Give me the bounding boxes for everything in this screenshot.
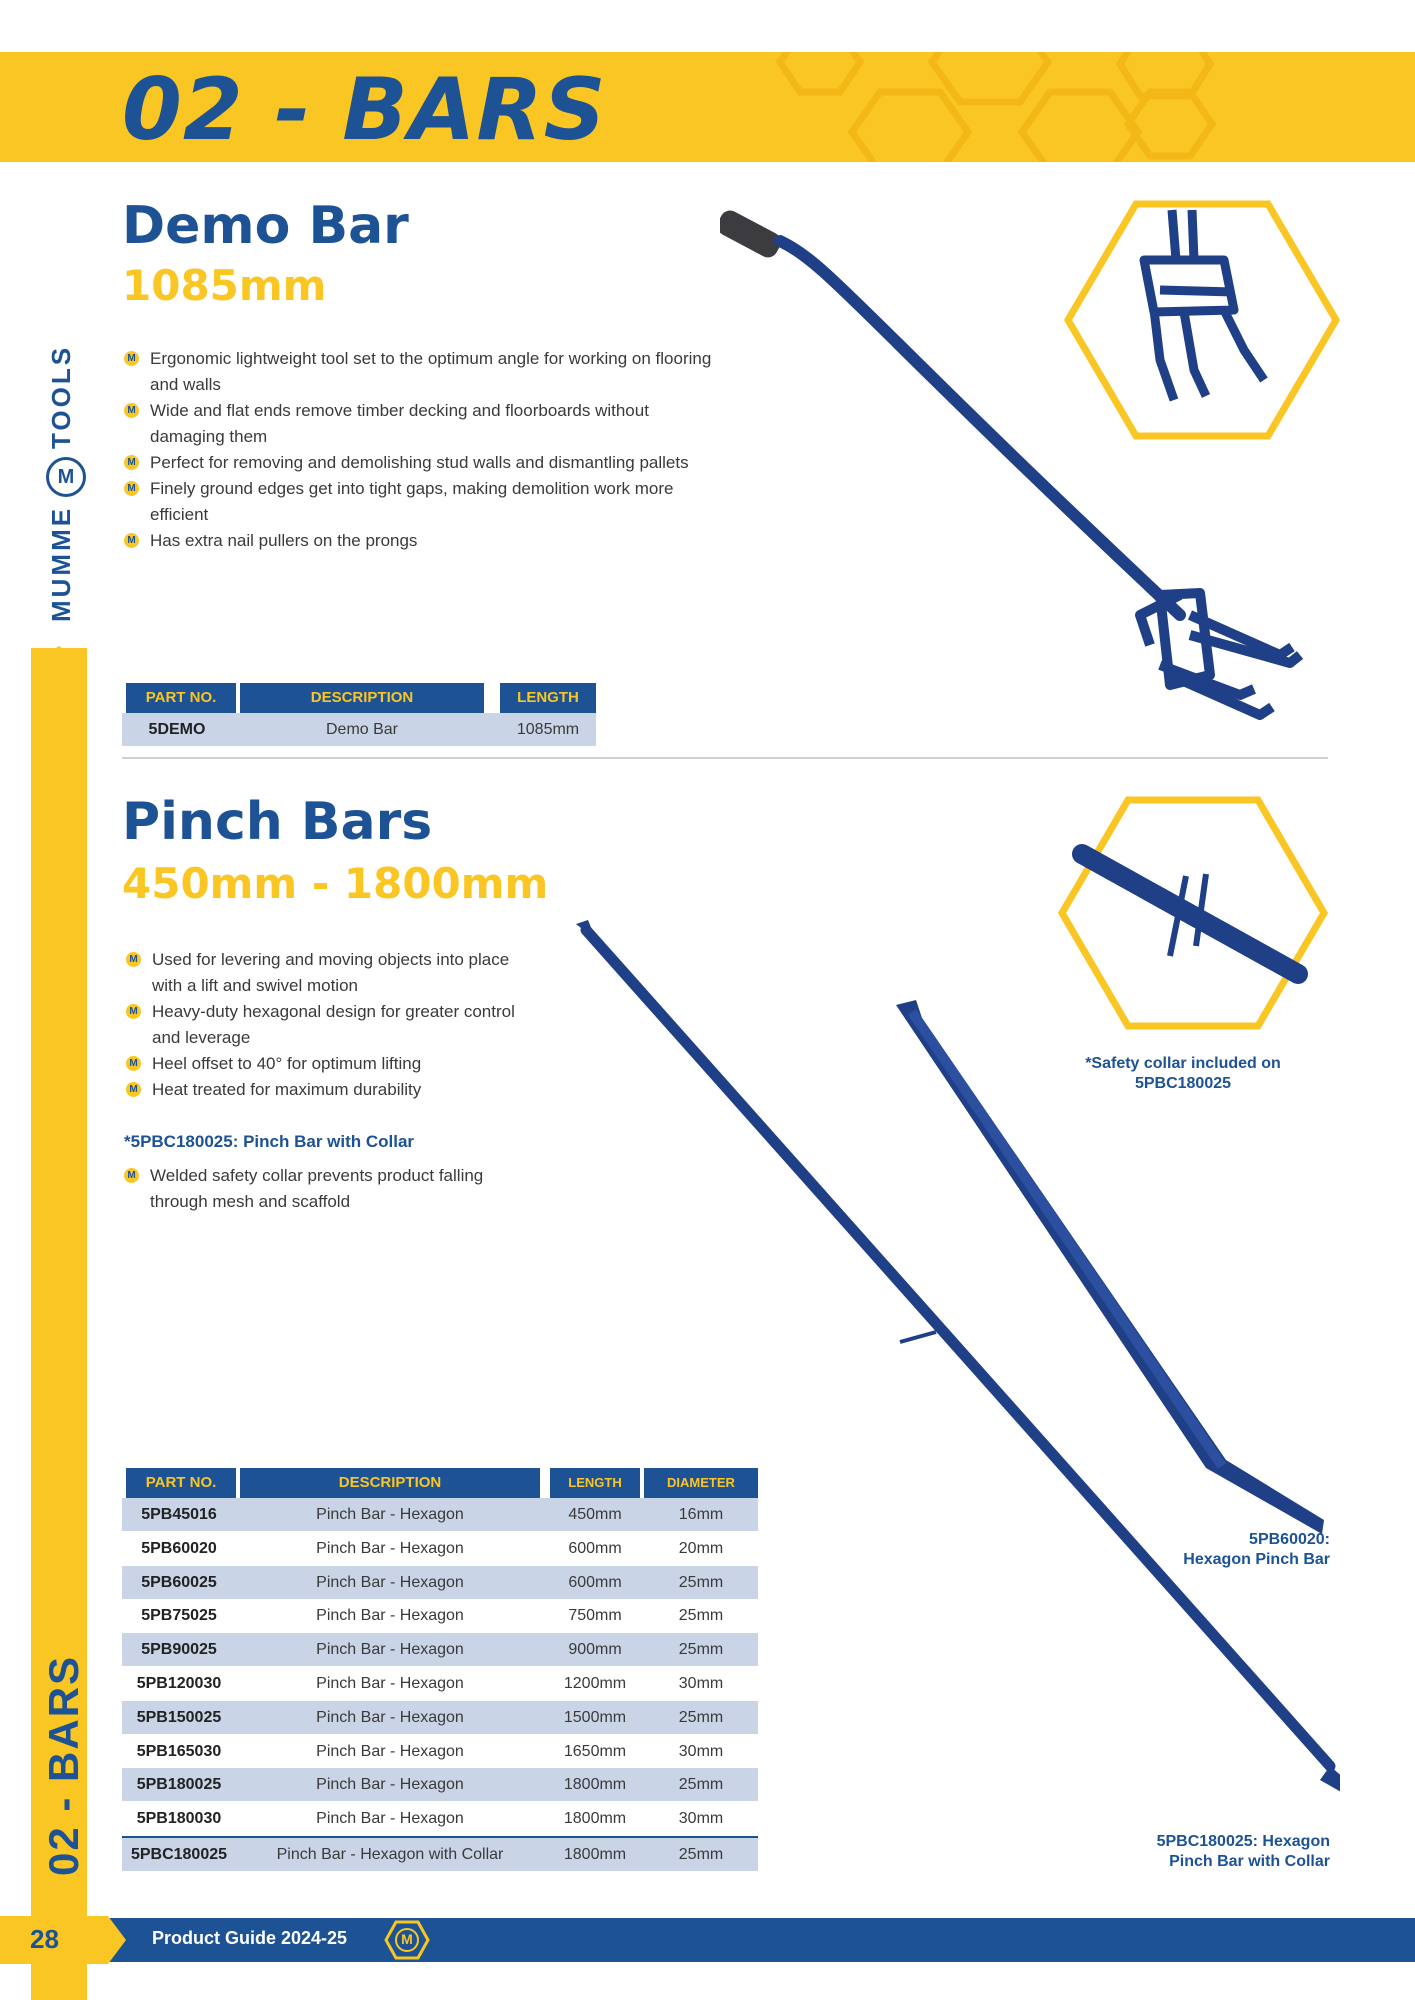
- demo-bar-title: Demo Bar: [122, 196, 409, 256]
- cell-description: Pinch Bar - Hexagon: [316, 1776, 464, 1794]
- cell-diameter: 25mm: [678, 1607, 724, 1625]
- m-bullet-icon: M: [124, 403, 139, 418]
- cell-description: Pinch Bar - Hexagon with Collar: [276, 1846, 504, 1863]
- m-bullet-icon: M: [126, 1004, 141, 1019]
- pinch-bars-features: [126, 947, 526, 1103]
- m-bullet-icon: M: [124, 455, 139, 470]
- demo-bar-features: [124, 346, 724, 554]
- collar-heading: *5PBC180025: Pinch Bar with Collar: [124, 1132, 415, 1151]
- table-header-part-no: PART NO.: [126, 1468, 236, 1498]
- cell-length: 600mm: [568, 1539, 622, 1557]
- feature-item: M Perfect for removing and demolishing stud walls and dismantling pallets: [124, 450, 724, 476]
- feature-item: M Wide and flat ends remove timber decking and floorboards without damaging them: [124, 398, 724, 450]
- cell-diameter: 25mm: [678, 1708, 724, 1726]
- cell-description: Pinch Bar - Hexagon: [316, 1607, 464, 1625]
- demo-bar-detail-hexagon: [1064, 200, 1340, 440]
- cell-description: Pinch Bar - Hexagon: [316, 1675, 464, 1692]
- cell-description: Pinch Bar - Hexagon: [316, 1506, 464, 1523]
- table-row: [122, 1836, 758, 1871]
- table-header-length: LENGTH: [500, 683, 596, 713]
- m-bullet-icon: M: [126, 952, 141, 967]
- demo-bar-table: [122, 683, 596, 743]
- pinch-bars-image: [560, 900, 1340, 1820]
- cell-length: 1085mm: [516, 721, 580, 738]
- cell-part-no: 5PB165030: [136, 1742, 222, 1760]
- cell-part-no: 5PB90025: [141, 1641, 217, 1659]
- feature-item: M Ergonomic lightweight tool set to the optimum angle for working on flooring and walls: [124, 346, 724, 398]
- m-bullet-icon: M: [124, 351, 139, 366]
- cell-length: 1200mm: [563, 1675, 627, 1692]
- table-header-diameter: DIAMETER: [644, 1468, 758, 1498]
- cell-diameter: 16mm: [678, 1506, 724, 1523]
- cell-description: Pinch Bar - Hexagon: [316, 1742, 464, 1760]
- cell-diameter: 25mm: [678, 1641, 724, 1659]
- cell-part-no: 5PB60025: [141, 1573, 217, 1591]
- m-bullet-icon: M: [126, 1082, 141, 1097]
- cell-part-no: 5PB120030: [136, 1675, 222, 1692]
- feature-item: M Has extra nail pullers on the prongs: [124, 528, 724, 554]
- cell-description: Demo Bar: [325, 721, 399, 738]
- hexagon-pinch-bar-caption: 5PB60020: Hexagon Pinch Bar: [1183, 1531, 1330, 1568]
- m-bullet-icon: M: [126, 1056, 141, 1071]
- cell-length: 1800mm: [563, 1810, 627, 1828]
- cell-length: 1800mm: [563, 1846, 627, 1863]
- cell-description: Pinch Bar - Hexagon: [316, 1539, 464, 1557]
- feature-item: M Welded safety collar prevents product falling through mesh and scaffold: [124, 1163, 544, 1215]
- cell-description: Pinch Bar - Hexagon: [316, 1810, 464, 1828]
- cell-diameter: 25mm: [678, 1776, 724, 1794]
- cell-length: 450mm: [568, 1506, 622, 1523]
- table-header-description: DESCRIPTION: [240, 1468, 540, 1498]
- cell-part-no: 5PB180030: [136, 1810, 222, 1828]
- page-number: 28: [30, 1924, 59, 1954]
- cell-part-no: 5PB180025: [136, 1776, 222, 1794]
- brand-logo-icon: M: [46, 457, 86, 497]
- cell-diameter: 25mm: [678, 1846, 724, 1863]
- brand-name-left: MUMME: [46, 505, 77, 622]
- cell-diameter: 25mm: [678, 1573, 724, 1591]
- m-bullet-icon: M: [124, 533, 139, 548]
- table-row: [122, 713, 596, 746]
- pinch-bar-collar-hexagon: [1058, 796, 1328, 1030]
- feature-item: M Heavy-duty hexagonal design for greater control and leverage: [126, 999, 526, 1051]
- cell-diameter: 30mm: [678, 1810, 724, 1828]
- cell-length: 600mm: [568, 1573, 622, 1591]
- section-divider: [122, 757, 1328, 759]
- feature-item: M Heat treated for maximum durability: [126, 1077, 526, 1103]
- cell-description: Pinch Bar - Hexagon: [316, 1573, 464, 1591]
- cell-length: 1650mm: [563, 1742, 627, 1760]
- section-title: 02 - BARS: [122, 60, 607, 160]
- footer-logo-letter: M: [401, 1931, 413, 1947]
- feature-item: M Finely ground edges get into tight gaps, making demolition work more efficient: [124, 476, 724, 528]
- feature-item: M Heel offset to 40° for optimum lifting: [126, 1051, 526, 1077]
- cell-length: 900mm: [568, 1641, 622, 1659]
- cell-part-no: 5PB150025: [136, 1708, 222, 1726]
- m-bullet-icon: M: [124, 1168, 139, 1183]
- feature-item: M Used for levering and moving objects into place with a lift and swivel motion: [126, 947, 526, 999]
- pinch-bars-title: Pinch Bars: [122, 792, 433, 852]
- footer-text: Product Guide 2024-25: [152, 1928, 348, 1948]
- collar-features: [124, 1163, 544, 1215]
- demo-bar-subtitle: 1085mm: [122, 261, 327, 310]
- table-header-description: DESCRIPTION: [240, 683, 484, 713]
- collar-pinch-bar-caption: 5PBC180025: Hexagon Pinch Bar with Collar: [1156, 1833, 1330, 1870]
- cell-description: Pinch Bar - Hexagon: [316, 1641, 464, 1659]
- cell-diameter: 30mm: [678, 1742, 724, 1760]
- cell-description: Pinch Bar - Hexagon: [316, 1708, 464, 1726]
- cell-part-no: 5PBC180025: [130, 1846, 228, 1863]
- cell-length: 750mm: [568, 1607, 622, 1625]
- table-header-part-no: PART NO.: [126, 683, 236, 713]
- cell-part-no: 5DEMO: [148, 721, 206, 738]
- cell-length: 1500mm: [563, 1708, 627, 1726]
- m-bullet-icon: M: [124, 481, 139, 496]
- cell-length: 1800mm: [563, 1776, 627, 1794]
- pinch-bars-subtitle: 450mm - 1800mm: [122, 859, 549, 908]
- cell-diameter: 20mm: [678, 1539, 724, 1557]
- brand-vertical: [46, 345, 86, 622]
- brand-name-right: TOOLS: [46, 344, 77, 449]
- table-header-length: LENGTH: [550, 1468, 640, 1498]
- page-number-tab: [0, 1916, 126, 1964]
- cell-part-no: 5PB45016: [141, 1506, 217, 1523]
- cell-part-no: 5PB75025: [141, 1607, 217, 1625]
- side-section-label: 02 - BARS: [40, 1654, 87, 1876]
- cell-part-no: 5PB60020: [141, 1539, 217, 1557]
- safety-collar-caption: *Safety collar included on 5PBC180025: [1085, 1055, 1281, 1092]
- cell-diameter: 30mm: [678, 1675, 724, 1692]
